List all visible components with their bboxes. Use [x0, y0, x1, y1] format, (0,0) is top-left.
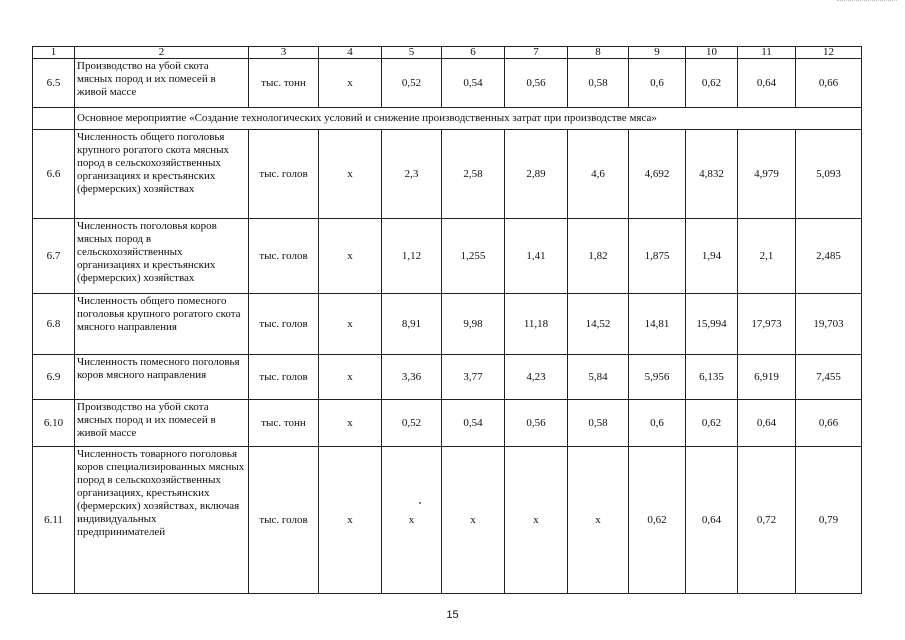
value-cell: 0,64 [686, 447, 738, 594]
value-cell: 14,52 [568, 294, 629, 355]
table-body [33, 47, 862, 594]
row-number: 6.10 [33, 400, 75, 447]
value-cell: 0,6 [629, 59, 686, 108]
value-cell: 11,18 [505, 294, 568, 355]
value-cell: 14,81 [629, 294, 686, 355]
table-row [33, 219, 862, 294]
unit-cell: тыс. тонн [249, 59, 319, 108]
unit-cell: тыс. голов [249, 355, 319, 400]
value-cell: 6,919 [738, 355, 796, 400]
scan-corner-mark [837, 0, 897, 5]
value-cell: 8,91 [382, 294, 442, 355]
unit-cell: тыс. голов [249, 219, 319, 294]
unit-cell: тыс. тонн [249, 400, 319, 447]
value-cell: 1,94 [686, 219, 738, 294]
value-cell: 2,58 [442, 130, 505, 219]
indicator-name: Численность товарного поголовья коров специализированных мясных пород в сельскохозяйственных организациях, крестьянских (фермерских) хозяйствах, включая индивидуальных предпринимателей [75, 447, 249, 594]
value-cell: 2,1 [738, 219, 796, 294]
header-cell: 10 [686, 47, 738, 59]
header-cell: 4 [319, 47, 382, 59]
indicator-name: Численность поголовья коров мясных пород в сельскохозяйственных организациях и крестьянских (фермерских) хозяйствах [75, 219, 249, 294]
header-cell: 9 [629, 47, 686, 59]
section-title: Основное мероприятие «Создание технологических условий и снижение производственных затрат при производстве мяса» [75, 108, 862, 130]
header-cell: 7 [505, 47, 568, 59]
header-cell: 2 [75, 47, 249, 59]
indicator-name: Численность общего помесного поголовья крупного рогатого скота мясного направления [75, 294, 249, 355]
value-cell: 1,41 [505, 219, 568, 294]
value-cell: 4,23 [505, 355, 568, 400]
column-4-cell: x [319, 355, 382, 400]
header-cell: 8 [568, 47, 629, 59]
indicator-table [32, 46, 862, 594]
value-cell: 1,255 [442, 219, 505, 294]
value-cell: 4,979 [738, 130, 796, 219]
value-cell: 6,135 [686, 355, 738, 400]
page-number: 15 [446, 609, 459, 621]
column-4-cell: x [319, 400, 382, 447]
value-cell: 1,875 [629, 219, 686, 294]
value-cell: x [442, 447, 505, 594]
column-4-cell: x [319, 219, 382, 294]
column-4-cell: x [319, 447, 382, 594]
value-cell: 0,64 [738, 400, 796, 447]
value-cell: x [505, 447, 568, 594]
value-cell: 19,703 [796, 294, 862, 355]
header-row [33, 47, 862, 59]
value-cell: 0,56 [505, 59, 568, 108]
indicator-name: Численность общего поголовья крупного рогатого скота мясных пород в сельскохозяйственных организациях и крестьянских (фермерских) хозяйствах [75, 130, 249, 219]
section-blank-cell [33, 108, 75, 130]
indicator-name: Производство на убой скота мясных пород и их помесей в живой массе [75, 59, 249, 108]
value-cell: 5,093 [796, 130, 862, 219]
scan-speck [419, 502, 421, 504]
value-cell: 0,58 [568, 59, 629, 108]
table-row [33, 294, 862, 355]
value-cell: 0,56 [505, 400, 568, 447]
value-cell: 3,36 [382, 355, 442, 400]
table-row [33, 447, 862, 594]
value-cell: 0,58 [568, 400, 629, 447]
value-cell: 0,54 [442, 59, 505, 108]
table-row [33, 130, 862, 219]
value-cell: 0,62 [686, 400, 738, 447]
row-number: 6.11 [33, 447, 75, 594]
table-row [33, 355, 862, 400]
unit-cell: тыс. голов [249, 294, 319, 355]
value-cell: 1,12 [382, 219, 442, 294]
value-cell: 15,994 [686, 294, 738, 355]
value-cell: 0,62 [629, 447, 686, 594]
value-cell: 4,692 [629, 130, 686, 219]
row-number: 6.6 [33, 130, 75, 219]
row-number: 6.9 [33, 355, 75, 400]
header-cell: 5 [382, 47, 442, 59]
value-cell: 0,66 [796, 59, 862, 108]
value-cell: 0,64 [738, 59, 796, 108]
unit-cell: тыс. голов [249, 447, 319, 594]
value-cell: 0,6 [629, 400, 686, 447]
value-cell: 4,832 [686, 130, 738, 219]
column-4-cell: x [319, 130, 382, 219]
value-cell: 0,79 [796, 447, 862, 594]
indicator-name: Численность помесного поголовья коров мясного направления [75, 355, 249, 400]
header-cell: 11 [738, 47, 796, 59]
value-cell: 2,485 [796, 219, 862, 294]
value-cell: 0,52 [382, 59, 442, 108]
value-cell: 5,956 [629, 355, 686, 400]
value-cell: 0,72 [738, 447, 796, 594]
row-number: 6.7 [33, 219, 75, 294]
table-row [33, 400, 862, 447]
value-cell: 0,54 [442, 400, 505, 447]
value-cell: 9,98 [442, 294, 505, 355]
table-row [33, 59, 862, 108]
value-cell: 2,3 [382, 130, 442, 219]
column-4-cell: x [319, 294, 382, 355]
value-cell: 5,84 [568, 355, 629, 400]
header-cell: 6 [442, 47, 505, 59]
value-cell: x [568, 447, 629, 594]
value-cell: 17,973 [738, 294, 796, 355]
indicator-name: Производство на убой скота мясных пород и их помесей в живой массе [75, 400, 249, 447]
value-cell: x [382, 447, 442, 594]
column-4-cell: x [319, 59, 382, 108]
value-cell: 4,6 [568, 130, 629, 219]
row-number: 6.5 [33, 59, 75, 108]
value-cell: 2,89 [505, 130, 568, 219]
value-cell: 7,455 [796, 355, 862, 400]
value-cell: 0,66 [796, 400, 862, 447]
header-cell: 12 [796, 47, 862, 59]
value-cell: 0,52 [382, 400, 442, 447]
header-cell: 1 [33, 47, 75, 59]
row-number: 6.8 [33, 294, 75, 355]
value-cell: 3,77 [442, 355, 505, 400]
header-cell: 3 [249, 47, 319, 59]
section-row [33, 108, 862, 130]
value-cell: 0,62 [686, 59, 738, 108]
value-cell: 1,82 [568, 219, 629, 294]
unit-cell: тыс. голов [249, 130, 319, 219]
